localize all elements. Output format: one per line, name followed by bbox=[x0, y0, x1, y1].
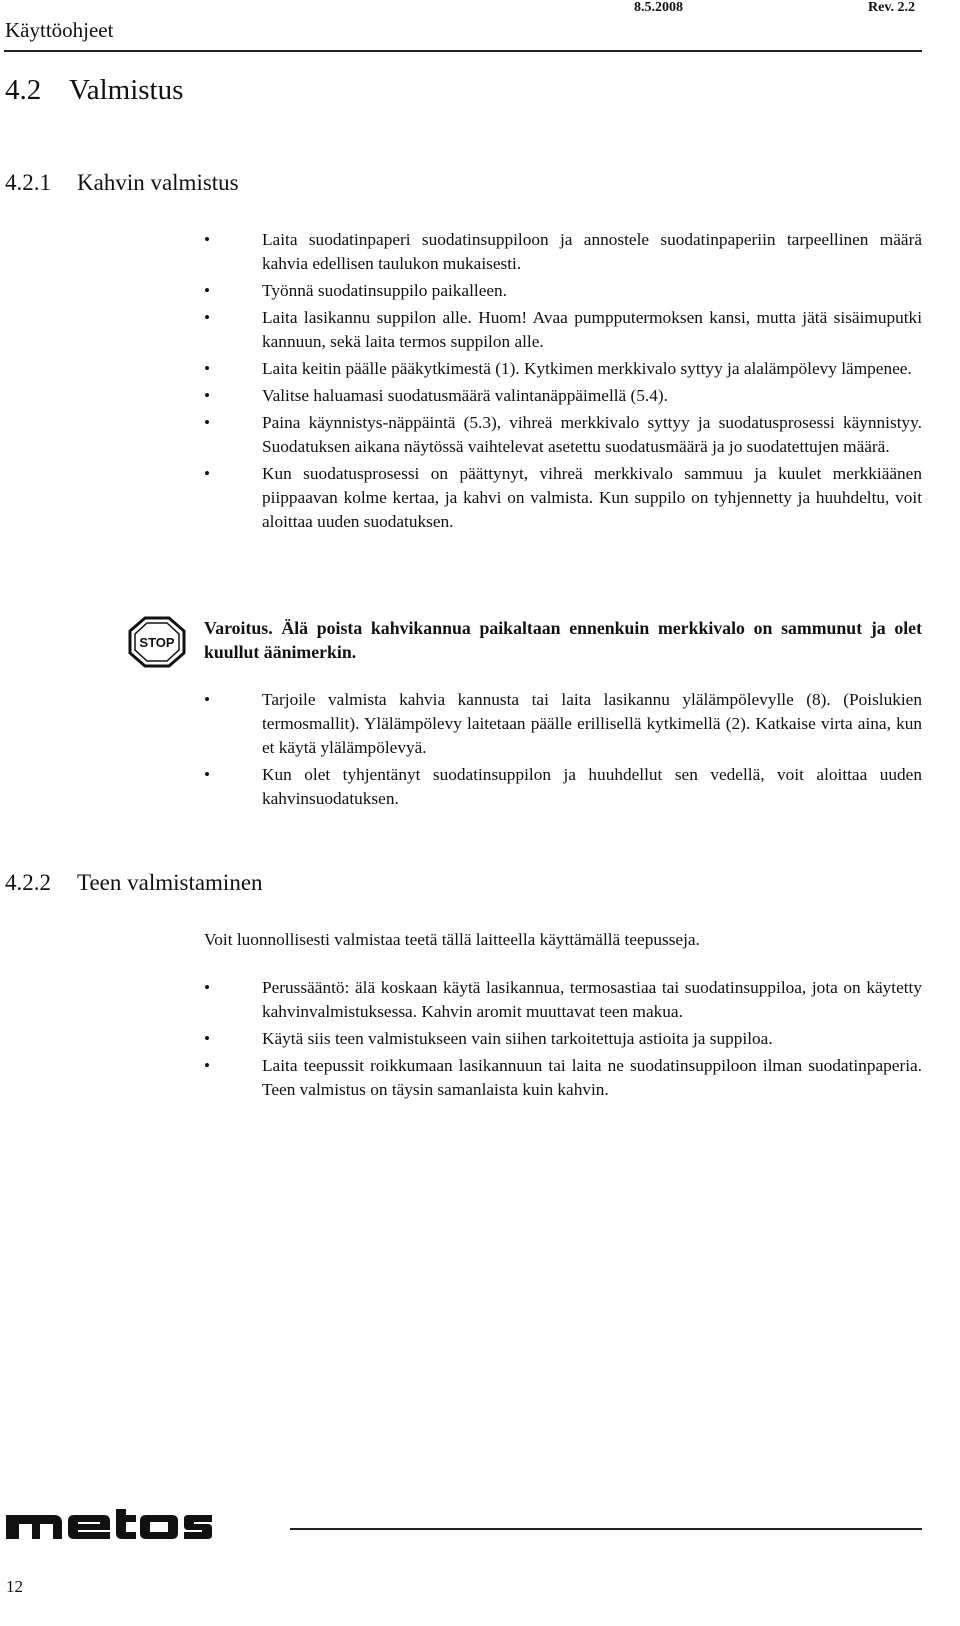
bullet-icon: • bbox=[204, 978, 211, 997]
bullet-icon: • bbox=[204, 413, 211, 432]
list-item bbox=[204, 1054, 922, 1102]
list-item-text: Valitse haluamasi suodatusmäärä valintanäppäimellä (5.4). bbox=[262, 386, 668, 405]
subsection-heading-coffee bbox=[5, 170, 239, 196]
list-item bbox=[204, 279, 922, 303]
stop-sign-label: STOP bbox=[139, 635, 175, 650]
list-item bbox=[204, 1027, 922, 1051]
list-item-text: Kun olet tyhjentänyt suodatinsuppilon ja huuhdellut sen vedellä, voit aloittaa uuden kahvinsuodatuksen. bbox=[262, 765, 922, 808]
subsection-number: 4.2.2 bbox=[5, 870, 51, 895]
section-heading bbox=[5, 74, 183, 107]
list-item-text: Laita teepussit roikkumaan lasikannuun tai laita ne suodatinsuppiloon ilman suodatinpaperia. Teen valmistus on täysin samanlaista kuin kahvin. bbox=[262, 1056, 922, 1099]
list-item-text: Laita lasikannu suppilon alle. Huom! Avaa pumpputermoksen kansi, mutta jätä sisäimuputki kannuun, sekä laita termos suppilon alle. bbox=[262, 308, 922, 351]
stop-sign-icon bbox=[128, 616, 186, 668]
list-item bbox=[204, 688, 922, 760]
tea-intro-paragraph: Voit luonnollisesti valmistaa teetä tällä laitteella käyttämällä teepusseja. bbox=[204, 930, 700, 949]
bullet-icon: • bbox=[204, 690, 211, 709]
subsection-heading-tea bbox=[5, 870, 263, 896]
footer-divider bbox=[290, 1528, 922, 1530]
list-item-text: Paina käynnistys-näppäintä (5.3), vihreä merkkivalo syttyy ja suodatusprosessi käynnistyy. Suodatuksen aikana näytössä vaihtelevat asetettu suodatusmäärä ja jo suodatettujen määrä. bbox=[262, 413, 922, 456]
bullet-icon: • bbox=[204, 1056, 211, 1075]
subsection-title: Kahvin valmistus bbox=[77, 170, 239, 195]
tea-steps-list bbox=[204, 976, 922, 1105]
bullet-icon: • bbox=[204, 464, 211, 483]
list-item bbox=[204, 411, 922, 459]
list-item bbox=[204, 306, 922, 354]
metos-logo bbox=[6, 1509, 212, 1541]
list-item bbox=[204, 763, 922, 811]
list-item bbox=[204, 357, 922, 381]
bullet-icon: • bbox=[204, 765, 211, 784]
list-item-text: Kun suodatusprosessi on päättynyt, vihreä merkkivalo sammuu ja kuulet merkkiäänen piippaavan kolme kertaa, ja kahvi on valmista. Kun suppilo on tyhjennetty ja huuhdeltu, voit aloittaa uuden suodatuksen. bbox=[262, 464, 922, 531]
list-item bbox=[204, 228, 922, 276]
document-title: Käyttöohjeet bbox=[5, 18, 114, 42]
coffee-steps-list bbox=[204, 228, 922, 537]
bullet-icon: • bbox=[204, 281, 211, 300]
section-title: Valmistus bbox=[69, 74, 184, 106]
list-item-text: Tarjoile valmista kahvia kannusta tai laita lasikannu ylälämpölevylle (8). (Poislukien termosmallit). Ylälämpölevy laitetaan päälle erillisellä kytkimellä (2). Katkaise virta aina, kun et käytä ylälämpölevyä. bbox=[262, 690, 922, 757]
list-item-text: Perussääntö: älä koskaan käytä lasikannua, termosastiaa tai suodatinsuppiloa, jota on käytetty kahvinvalmistuksessa. Kahvin aromit muuttavat teen makua. bbox=[262, 978, 922, 1021]
bullet-icon: • bbox=[204, 359, 211, 378]
warning-text: Varoitus. Älä poista kahvikannua paikaltaan ennenkuin merkkivalo on sammunut ja olet kuullut äänimerkin. bbox=[204, 618, 922, 662]
list-item-text: Käytä siis teen valmistukseen vain siihen tarkoitettuja astioita ja suppiloa. bbox=[262, 1029, 773, 1048]
subsection-number: 4.2.1 bbox=[5, 170, 51, 195]
header-date: 8.5.2008 bbox=[634, 0, 683, 15]
list-item bbox=[204, 462, 922, 534]
list-item bbox=[204, 384, 922, 408]
list-item-text: Laita suodatinpaperi suodatinsuppiloon ja annostele suodatinpaperiin tarpeellinen määrä kahvia edellisen taulukon mukaisesti. bbox=[262, 230, 922, 273]
serving-steps-list bbox=[204, 688, 922, 814]
bullet-icon: • bbox=[204, 308, 211, 327]
bullet-icon: • bbox=[204, 386, 211, 405]
header-revision: Rev. 2.2 bbox=[868, 0, 916, 15]
page-number: 12 bbox=[6, 1577, 23, 1596]
subsection-title: Teen valmistaminen bbox=[77, 870, 263, 895]
bullet-icon: • bbox=[204, 1029, 211, 1048]
list-item-text: Työnnä suodatinsuppilo paikalleen. bbox=[262, 281, 507, 300]
section-number: 4.2 bbox=[5, 74, 42, 106]
header-divider bbox=[4, 50, 922, 52]
list-item-text: Laita keitin päälle pääkytkimestä (1). Kytkimen merkkivalo syttyy ja alalämpölevy lämpenee. bbox=[262, 359, 912, 378]
bullet-icon: • bbox=[204, 230, 211, 249]
list-item bbox=[204, 976, 922, 1024]
